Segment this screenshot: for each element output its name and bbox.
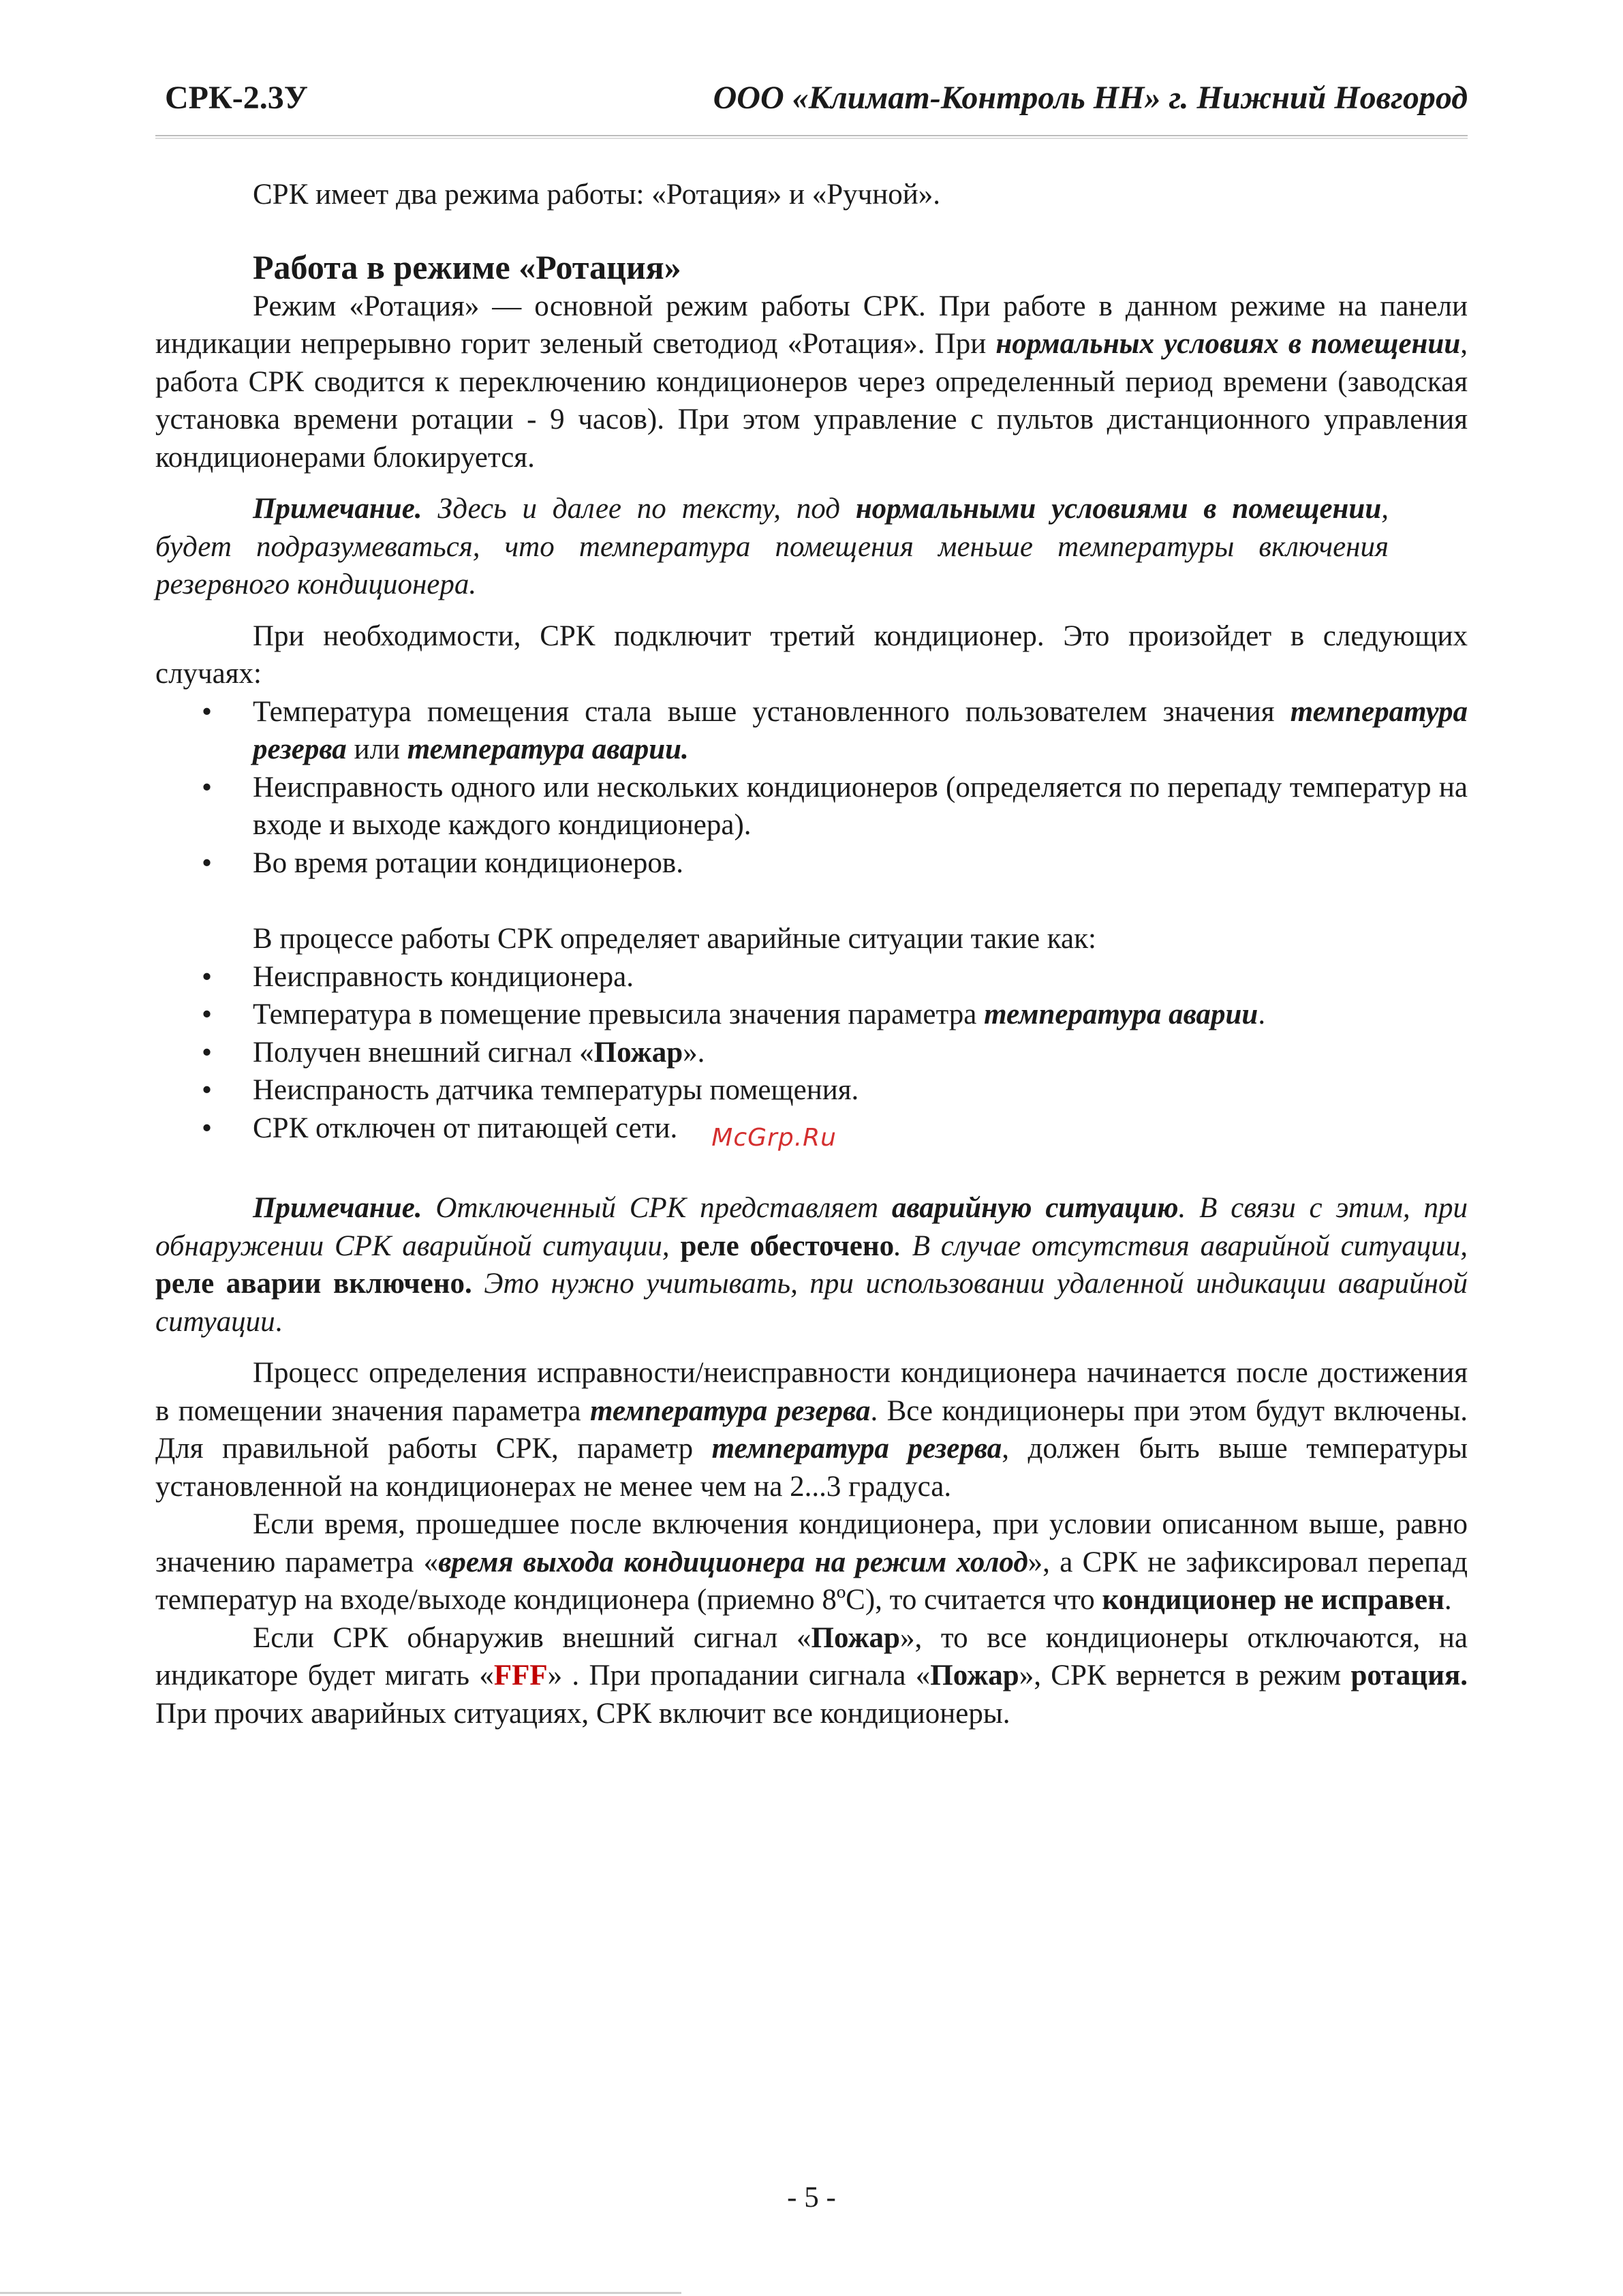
list-item: • Температура помещения стала выше установленного пользователем значения температура резерва или температура аварии.	[155, 693, 1468, 769]
emphasis-normal-conditions: нормальных условиях в помещении	[995, 328, 1461, 360]
page-body	[155, 176, 1468, 1732]
fire-signal-paragraph: Если СРК обнаружив внешний сигнал «Пожар», то все кондиционеры отключаются, на индикаторе будет мигать «FFF» . При пропадании сигнала «Пожар», СРК вернется в режим ротация. При прочих аварийных ситуациях, СРК включит все кондиционеры.	[155, 1621, 1468, 1730]
bottom-divider	[0, 2292, 681, 2294]
list-item: • Температура в помещение превысила значения параметра температура аварии.	[155, 996, 1468, 1034]
list-item: • СРК отключен от питающей сети. McGrp.Ru	[155, 1109, 1468, 1149]
bullet-icon: •	[202, 1074, 213, 1106]
note-label: Примечание.	[253, 493, 422, 525]
bullet-icon: •	[202, 771, 213, 803]
bullet-icon: •	[202, 846, 213, 879]
emergency-list	[155, 958, 1468, 1152]
list-item: • Получен внешний сигнал «Пожар».	[155, 1034, 1468, 1072]
bullet-icon: •	[202, 960, 213, 993]
list-item: • Неисправность одного или нескольких кондиционеров (определяется по перепаду температур на входе и выходе каждого кондиционера).	[155, 769, 1468, 844]
note-label: Примечание.	[253, 1192, 422, 1224]
watermark: McGrp.Ru	[711, 1123, 837, 1152]
bullet-icon: •	[202, 1112, 213, 1144]
note-normal-conditions: Примечание. Здесь и далее по тексту, под нормальными условиями в помещении, будет подразумеваться, что температура помещения меньше температуры включения резервного кондиционера.	[155, 493, 1389, 600]
list-item: • Неисправность кондиционера.	[155, 958, 1468, 996]
third-conditioner-paragraph: При необходимости, СРК подключит третий кондиционер. Это произойдет в следующих случаях:	[155, 619, 1468, 690]
list-item: • Неиспраность датчика температуры помещения.	[155, 1071, 1468, 1109]
company-name: ООО «Климат-Контроль НН» г. Нижний Новгород	[713, 80, 1468, 116]
list-item: • Во время ротации кондиционеров.	[155, 844, 1468, 883]
note-disconnected: Примечание. Отключенный СРК представляет аварийную ситуацию. В связи с этим, при обнаружении СРК аварийной ситуации, реле обесточено. В случае отсутствия аварийной ситуации, реле аварии включено. Это нужно учитывать, при использовании удаленной индикации аварийной ситуации.	[155, 1192, 1468, 1338]
document-code: СРК-2.3У	[165, 80, 308, 116]
fff-indicator-code: FFF	[493, 1659, 548, 1692]
bullet-icon: •	[202, 1036, 213, 1069]
bullet-icon: •	[202, 695, 213, 728]
section-title: Работа в режиме «Ротация»	[253, 247, 681, 286]
emergency-intro-paragraph: В процессе работы СРК определяет аварийные ситуации такие как:	[253, 923, 1096, 955]
bullet-icon: •	[202, 998, 213, 1030]
header-divider	[155, 135, 1468, 139]
rotation-paragraph: Режим «Ротация» — основной режим работы СРК. При работе в данном режиме на панели индикации непрерывно горит зеленый светодиод «Ротация». При нормальных условиях в помещении, работа СРК сводится к переключению кондиционеров через определенный период времени (заводская установка времени ротации - 9 часов). При этом управление с пультов дистанционного управления кондиционерами блокируется.	[155, 290, 1468, 474]
serviceability-paragraph: Процесс определения исправности/неисправности кондиционера начинается после достижения в помещении значения параметра температура резерва. Все кондиционеры при этом будут включены. Для правильной работы СРК, параметр температура резерва, должен быть выше температуры установленной на кондиционерах не менее чем на 2...3 градуса.	[155, 1357, 1468, 1503]
intro-paragraph: СРК имеет два режима работы: «Ротация» и «Ручной».	[253, 179, 941, 211]
third-conditioner-list	[155, 693, 1468, 883]
page-header	[155, 76, 1468, 131]
page-number: - 5 -	[787, 2182, 836, 2214]
cooling-time-paragraph: Если время, прошедшее после включения кондиционера, при условии описанном выше, равно значению параметра «время выхода кондиционера на режим холод», а СРК не зафиксировал перепад температур на входе/выходе кондиционера (приемно 8ºС), то считается что кондиционер не исправен.	[155, 1508, 1468, 1616]
